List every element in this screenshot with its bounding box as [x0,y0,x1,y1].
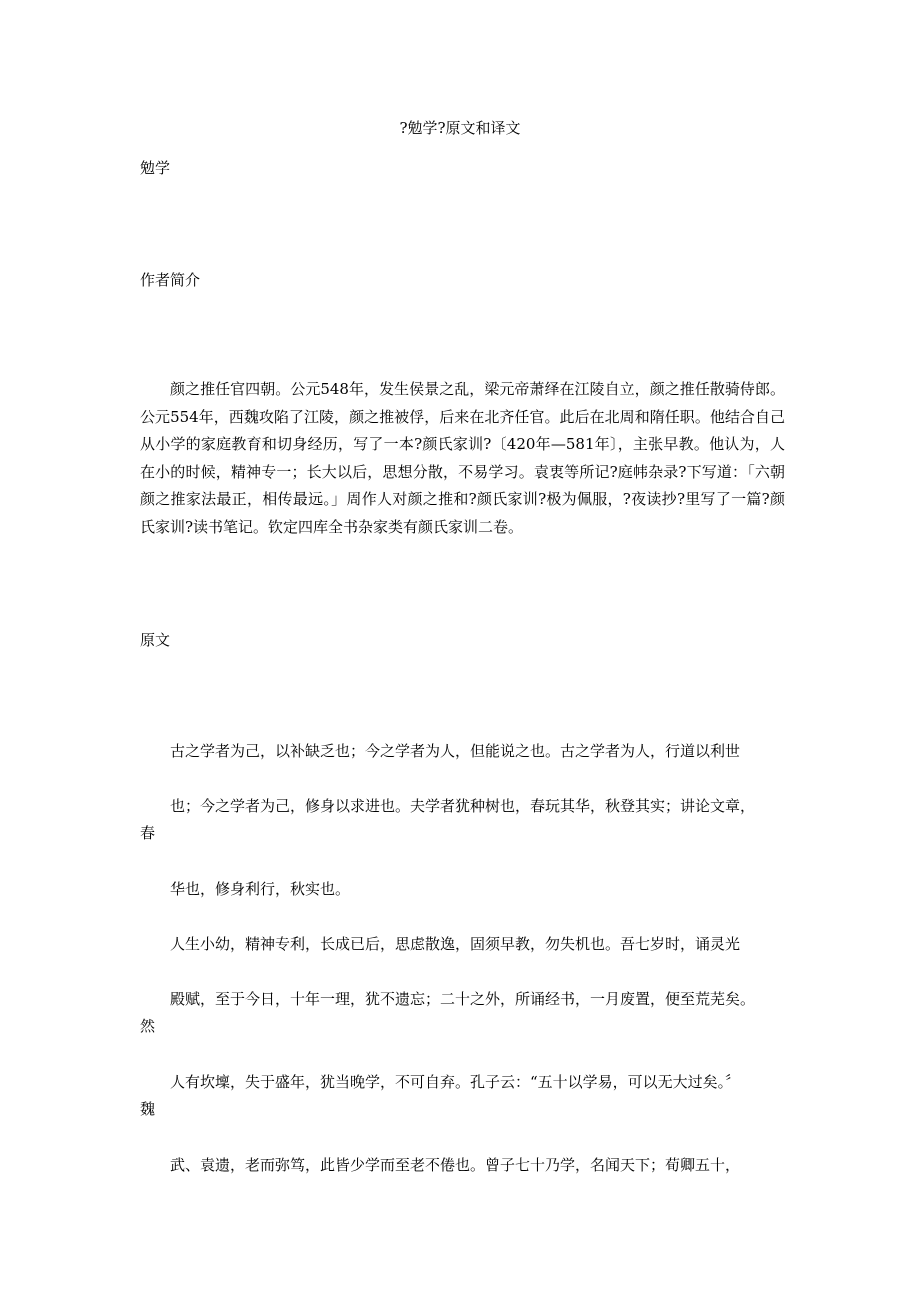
original-line-tail: 春 [140,824,156,842]
original-line-main: 人生小幼，精神专利，长成已后，思虑散逸，固须早教，勿失机也。吾七岁时，诵灵光 [170,935,741,953]
heading-mianxue: 勉学 [140,159,171,177]
author-bio-paragraph: 颜之推任官四朝。公元548年，发生侯景之乱，梁元帝萧绎在江陵自立，颜之推任散骑侍郎。公元554年，西魏攻陷了江陵，颜之推被俘，后来在北齐任官。此后在北周和隋任职。他结合自己从小学的家庭教育和切身经历，写了一本?颜氏家训?〔420年—581年〕，主张早教。他认为，人在小的时候，精神专一；长大以后，思想分散，不易学习。袁衷等所记?庭帏杂录?下写道：「六朝颜之推家法最正，相传最远。」周作人对颜之推和?颜氏家训?极为佩服，?夜读抄?里写了一篇?颜氏家训?读书笔记。钦定四库全书杂家类有颜氏家训二卷。 [140,380,785,536]
original-line-tail: 魏 [140,1100,156,1118]
original-line [140,1152,790,1179]
heading-original: 原文 [140,631,171,649]
original-line [140,738,790,765]
original-line [140,931,790,958]
original-line-tail: 然 [140,1017,156,1035]
original-line-main: 殿赋，至于今日，十年一理，犹不遗忘；二十之外，所诵经书，一月废置，便至荒芜矣。 [170,990,756,1008]
original-line [140,1069,790,1123]
original-line-main: 人有坎壈，失于盛年，犹当晚学，不可自弃。孔子云：“五十以学易，可以无大过矣。〞 [170,1073,741,1091]
original-line [140,986,790,1040]
page-title: ?勉学?原文和译文 [399,119,521,137]
original-line [140,793,790,847]
original-line-main: 华也，修身利行，秋实也。 [170,880,351,898]
original-line-main: 武、袁遗，老而弥笃，此皆少学而至老不倦也。曾子七十乃学，名闻天下；荀卿五十， [170,1156,741,1174]
heading-author-intro: 作者简介 [140,271,201,289]
original-line-main: 古之学者为己，以补缺乏也；今之学者为人，但能说之也。古之学者为人，行道以利世 [170,742,741,760]
original-line-main: 也；今之学者为己，修身以求进也。夫学者犹种树也，春玩其华，秋登其实；讲论文章， [170,797,756,815]
original-line [140,876,790,903]
